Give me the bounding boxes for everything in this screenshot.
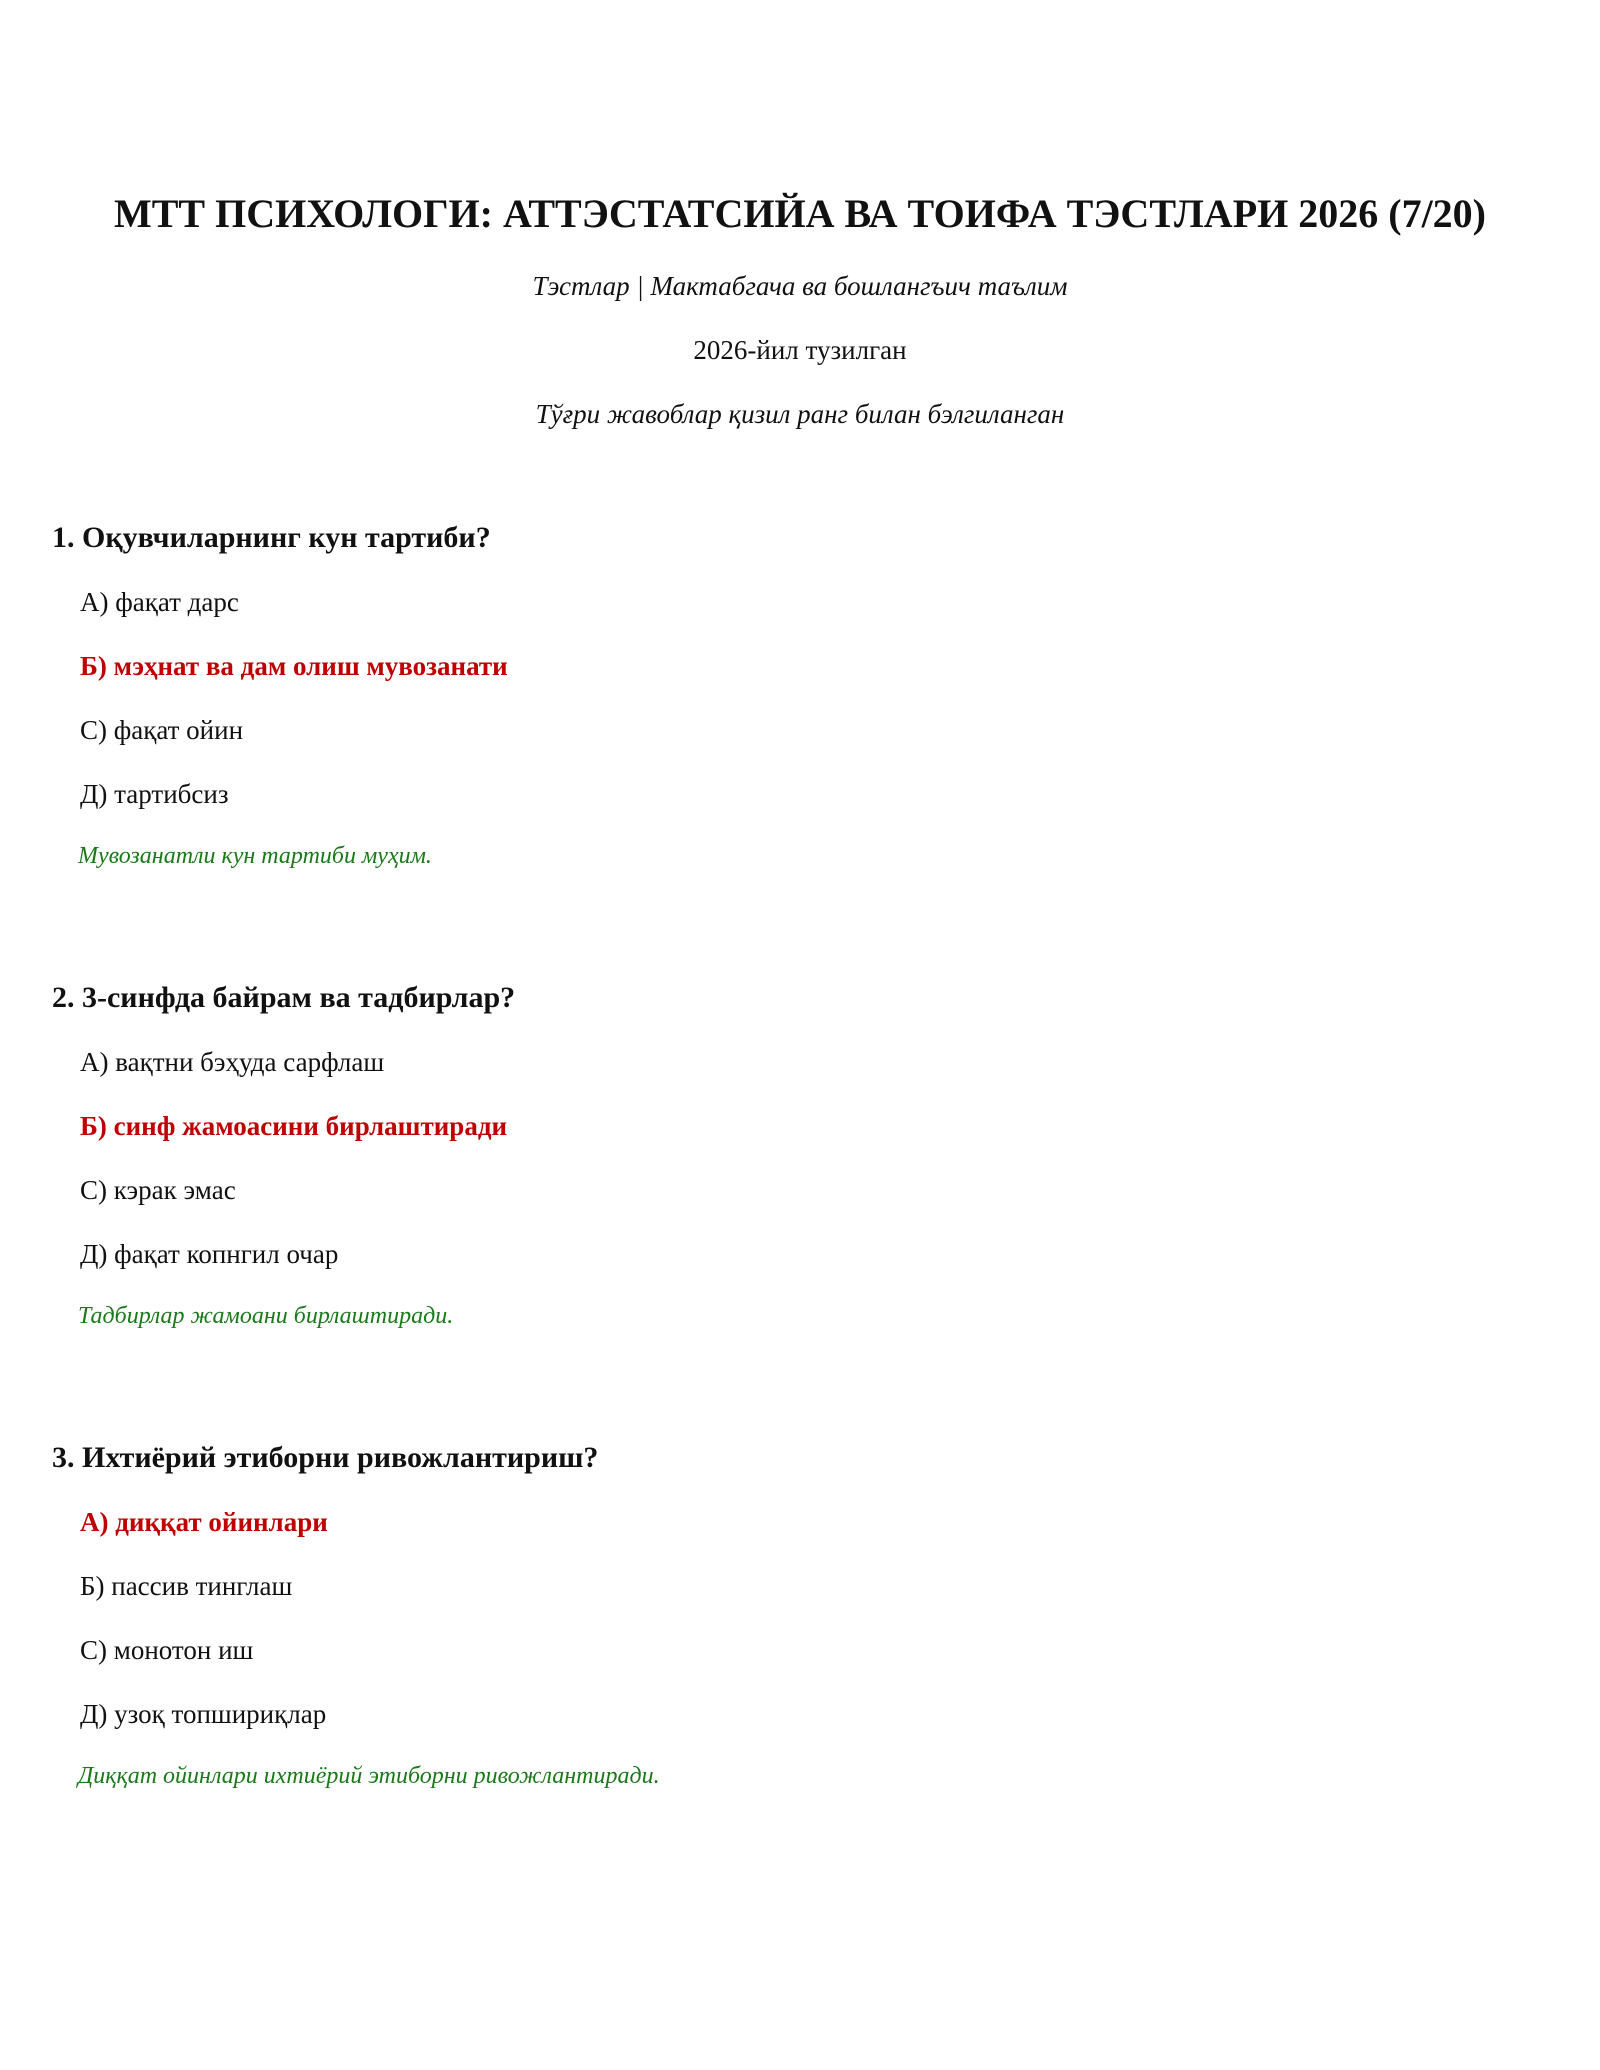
correct-answer-option: А) диққат ойинлари: [80, 1507, 328, 1537]
question-title: 1. Оқувчиларнинг кун тартиби?: [52, 521, 491, 554]
page-title: МТТ ПСИХОЛОГИ: АТТЭСТАТСИЙА ВА ТОИФА ТЭСТЛАРИ 2026 (7/20): [113, 191, 1486, 236]
year-line: 2026-йил тузилган: [693, 335, 907, 365]
answer-option: Д) узоқ топшириқлар: [80, 1699, 327, 1729]
correct-answer-option: Б) синф жамоасини бирлаштиради: [80, 1111, 508, 1141]
answer-option: Д) фақат копнгил очар: [80, 1239, 339, 1269]
question-title: 3. Ихтиёрий этиборни ривожлантириш?: [52, 1441, 599, 1474]
answer-explanation: Мувозанатли кун тартиби муҳим.: [78, 843, 432, 869]
page-subtitle: Тэстлар | Мактабгача ва бошлангъич таълим: [532, 271, 1068, 301]
question-list: [52, 518, 1548, 1794]
question-block: [52, 518, 1548, 874]
answer-option: Д) тартибсиз: [80, 779, 229, 809]
answer-option: Б) пассив тинглаш: [80, 1571, 293, 1601]
answer-explanation: Диққат ойинлари ихтиёрий этиборни ривожлантиради.: [78, 1763, 660, 1789]
answer-option: С) кэрак эмас: [80, 1175, 236, 1205]
question-block: [52, 1438, 1548, 1794]
answer-option: С) фақат ойин: [80, 715, 244, 745]
answer-option: А) фақат дарс: [80, 587, 239, 617]
answer-explanation: Тадбирлар жамоани бирлаштиради.: [78, 1303, 454, 1329]
correct-answer-option: Б) мэҳнат ва дам олиш мувозанати: [80, 651, 508, 681]
question-block: [52, 978, 1548, 1334]
question-title: 2. 3-синфда байрам ва тадбирлар?: [52, 981, 516, 1014]
legend-note: Тўғри жавоблар қизил ранг билан бэлгиланган: [535, 399, 1065, 429]
answer-option: А) вақтни бэҳуда сарфлаш: [80, 1047, 385, 1077]
answer-option: С) монотон иш: [80, 1635, 254, 1665]
